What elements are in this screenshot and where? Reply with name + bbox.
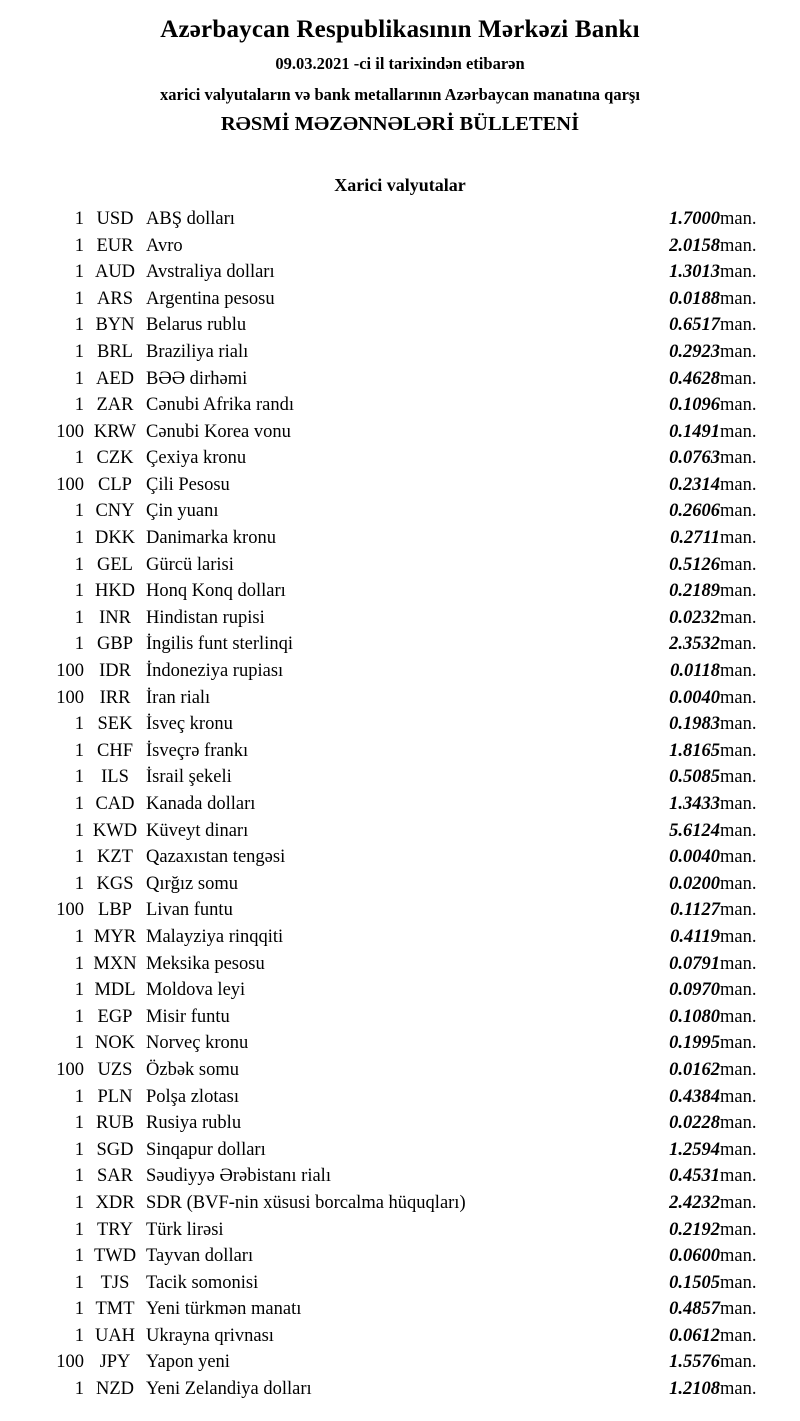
currency-rate: 0.0763 xyxy=(669,448,720,469)
currency-name: Cənubi Korea vonu xyxy=(146,421,291,442)
currency-quantity: 1 xyxy=(74,1379,84,1400)
currency-unit: man. xyxy=(720,687,757,708)
currency-quantity: 100 xyxy=(56,474,84,495)
currency-unit: man. xyxy=(720,1139,757,1160)
currency-unit: man. xyxy=(720,873,757,894)
currency-rate: 0.1127 xyxy=(670,900,720,921)
currency-rate: 0.1080 xyxy=(669,1006,720,1027)
currency-code: USD xyxy=(96,208,134,229)
currency-quantity: 1 xyxy=(74,607,84,628)
currency-unit: man. xyxy=(720,1166,757,1187)
currency-quantity: 1 xyxy=(74,1299,84,1320)
currency-name: Sinqapur dolları xyxy=(146,1139,266,1160)
currency-name: Qırğız somu xyxy=(146,873,238,894)
currency-unit: man. xyxy=(720,315,757,336)
currency-unit: man. xyxy=(720,634,757,655)
currency-name: Tacik somonisi xyxy=(146,1272,259,1293)
currency-rate: 0.1505 xyxy=(669,1272,720,1293)
currency-rate: 0.1096 xyxy=(669,395,720,416)
currency-unit: man. xyxy=(720,395,757,416)
currency-rate: 0.2192 xyxy=(669,1219,720,1240)
table-row xyxy=(28,631,772,658)
table-row xyxy=(28,738,772,765)
currency-rate: 1.2108 xyxy=(669,1379,720,1400)
currency-rate: 1.2594 xyxy=(669,1139,720,1160)
currency-name: Ukrayna qrivnası xyxy=(146,1325,274,1346)
currency-code: CZK xyxy=(96,448,134,469)
currency-quantity: 1 xyxy=(74,1033,84,1054)
currency-name: İsveçrə frankı xyxy=(146,740,249,761)
currency-name: Honq Konq dolları xyxy=(146,581,286,602)
currency-code: INR xyxy=(99,607,131,628)
table-row xyxy=(28,1296,772,1323)
currency-rate: 0.0188 xyxy=(669,288,720,309)
table-row xyxy=(28,1270,772,1297)
currency-name: ABŞ dolları xyxy=(146,208,235,229)
effective-date-line: 09.03.2021 -ci il tarixindən etibarən xyxy=(275,53,525,73)
table-row xyxy=(28,233,772,260)
currency-code: ZAR xyxy=(96,395,134,416)
currency-quantity: 1 xyxy=(74,1272,84,1293)
currency-name: İngilis funt sterlinqi xyxy=(146,634,293,655)
currency-name: Hindistan rupisi xyxy=(146,607,265,628)
currency-rate: 0.4119 xyxy=(670,926,720,947)
currency-unit: man. xyxy=(720,980,757,1001)
table-row xyxy=(28,1057,772,1084)
currency-code: CNY xyxy=(95,501,135,522)
currency-code: CAD xyxy=(95,794,135,814)
table-row xyxy=(28,951,772,978)
table-row xyxy=(28,1110,772,1137)
table-row xyxy=(28,578,772,605)
currency-unit: man. xyxy=(720,607,757,628)
currency-quantity: 1 xyxy=(74,926,84,947)
currency-unit: man. xyxy=(720,1033,757,1054)
currency-name: İndoneziya rupiası xyxy=(146,661,284,682)
currency-rate: 0.4628 xyxy=(669,368,720,389)
table-row xyxy=(28,924,772,951)
currency-unit: man. xyxy=(720,528,757,549)
currency-quantity: 1 xyxy=(74,448,84,469)
currency-name: Çin yuanı xyxy=(146,501,219,522)
currency-quantity: 1 xyxy=(74,740,84,761)
currency-quantity: 1 xyxy=(74,1192,84,1213)
currency-quantity: 1 xyxy=(74,767,84,788)
currency-name: Danimarka kronu xyxy=(146,528,276,549)
currency-name: Çexiya kronu xyxy=(146,448,247,469)
currency-rate: 0.5085 xyxy=(669,767,720,788)
currency-unit: man. xyxy=(720,1113,757,1134)
currency-quantity: 1 xyxy=(74,873,84,894)
currency-code: GBP xyxy=(97,634,133,655)
currency-quantity: 100 xyxy=(56,1059,84,1080)
currency-unit: man. xyxy=(720,235,757,256)
currency-name: İran rialı xyxy=(146,687,211,708)
currency-code: TWD xyxy=(93,1246,137,1267)
currency-quantity: 1 xyxy=(74,980,84,1001)
currency-unit: man. xyxy=(720,501,757,522)
currency-name: Meksika pesosu xyxy=(146,953,265,974)
currency-rate: 0.1983 xyxy=(669,714,720,735)
table-row xyxy=(28,286,772,313)
currency-code: BYN xyxy=(95,315,135,336)
table-row xyxy=(28,366,772,393)
currency-code: UAH xyxy=(94,1325,136,1346)
table-row xyxy=(28,791,772,818)
document-subtitle: xarici valyutaların və bank metallarının Azərbaycan manatına qarşı xyxy=(160,84,640,104)
currency-rate: 0.0600 xyxy=(669,1246,720,1267)
currency-name: Norveç kronu xyxy=(146,1033,249,1054)
currency-rate: 0.0228 xyxy=(669,1113,720,1134)
currency-code: KZT xyxy=(97,847,133,868)
currency-name: Çili Pesosu xyxy=(146,474,230,495)
table-row xyxy=(28,977,772,1004)
currency-rate: 0.0232 xyxy=(669,607,720,628)
currency-rate: 0.0118 xyxy=(670,661,720,682)
currency-name: Yeni Zelandiya dolları xyxy=(146,1379,312,1400)
table-row xyxy=(28,472,772,499)
currency-code: KGS xyxy=(96,873,134,894)
currency-name: İsveç kronu xyxy=(146,714,233,735)
currency-unit: man. xyxy=(720,794,757,814)
currency-rate: 2.0158 xyxy=(669,235,720,256)
currency-quantity: 100 xyxy=(56,900,84,921)
currency-unit: man. xyxy=(720,554,757,575)
currency-code: TRY xyxy=(97,1219,133,1240)
bulletin-heading: RƏSMİ MƏZƏNNƏLƏRİ BÜLLETENİ xyxy=(220,113,580,136)
currency-code: HKD xyxy=(94,581,136,602)
currency-code: XDR xyxy=(95,1192,135,1213)
currency-quantity: 100 xyxy=(56,1352,84,1373)
currency-unit: man. xyxy=(720,288,757,309)
table-row xyxy=(28,552,772,579)
table-row xyxy=(28,312,772,339)
currency-code: TJS xyxy=(100,1272,130,1293)
currency-unit: man. xyxy=(720,1006,757,1027)
currency-quantity: 1 xyxy=(74,634,84,655)
table-row xyxy=(28,605,772,632)
currency-unit: man. xyxy=(720,661,757,682)
currency-code: SEK xyxy=(97,714,133,735)
table-row xyxy=(28,419,772,446)
table-row xyxy=(28,658,772,685)
currency-rate: 1.7000 xyxy=(669,208,720,229)
currency-quantity: 1 xyxy=(74,368,84,389)
currency-unit: man. xyxy=(720,448,757,469)
currency-quantity: 1 xyxy=(74,395,84,416)
table-row xyxy=(28,498,772,525)
currency-rate: 0.1995 xyxy=(669,1033,720,1054)
currency-quantity: 1 xyxy=(74,501,84,522)
currency-quantity: 1 xyxy=(74,315,84,336)
currency-rate: 1.3013 xyxy=(669,262,720,283)
currency-code: NZD xyxy=(95,1379,135,1400)
currency-unit: man. xyxy=(720,1086,757,1107)
table-row xyxy=(28,445,772,472)
currency-quantity: 1 xyxy=(74,847,84,868)
page-title: Azərbaycan Respublikasının Mərkəzi Bankı xyxy=(160,16,640,43)
currency-rate: 0.0040 xyxy=(669,687,720,708)
currency-quantity: 100 xyxy=(56,661,84,682)
currency-quantity: 1 xyxy=(74,1325,84,1346)
currency-code: TMT xyxy=(95,1299,135,1320)
currency-rate: 1.8165 xyxy=(669,740,720,761)
currency-rate: 0.2711 xyxy=(670,528,720,549)
currency-rate: 0.2923 xyxy=(669,341,720,362)
currency-code: MYR xyxy=(93,926,137,947)
currency-quantity: 100 xyxy=(56,421,84,442)
currency-name: Rusiya rublu xyxy=(146,1113,242,1134)
currency-code: CLP xyxy=(98,474,132,495)
table-row xyxy=(28,711,772,738)
currency-quantity: 1 xyxy=(74,1139,84,1160)
currency-unit: man. xyxy=(720,208,757,229)
currency-name: Küveyt dinarı xyxy=(146,820,249,841)
currency-quantity: 1 xyxy=(74,794,84,814)
currency-rate: 0.1491 xyxy=(669,421,720,442)
currency-code: SAR xyxy=(97,1166,133,1187)
currency-rate: 2.3532 xyxy=(669,634,720,655)
currency-quantity: 1 xyxy=(74,341,84,362)
currency-name: Səudiyyə Ərəbistanı rialı xyxy=(146,1166,331,1187)
currency-name: Misir funtu xyxy=(146,1006,230,1027)
currency-code: NOK xyxy=(94,1033,136,1054)
currency-name: Moldova leyi xyxy=(146,980,246,1001)
table-row xyxy=(28,1349,772,1376)
document-header xyxy=(28,16,772,137)
table-row xyxy=(28,818,772,845)
currency-code: DKK xyxy=(94,528,136,549)
currency-unit: man. xyxy=(720,1219,757,1240)
currency-name: SDR (BVF-nin xüsusi borcalma hüquqları) xyxy=(146,1192,466,1213)
currency-quantity: 1 xyxy=(74,581,84,602)
currency-rate: 0.0162 xyxy=(669,1059,720,1080)
currency-code: MDL xyxy=(94,980,136,1001)
currency-quantity: 1 xyxy=(74,820,84,841)
currency-quantity: 1 xyxy=(74,1166,84,1187)
currency-rate: 0.4531 xyxy=(669,1166,720,1187)
currency-unit: man. xyxy=(720,1246,757,1267)
currency-code: GEL xyxy=(97,554,133,575)
currency-name: Türk lirəsi xyxy=(146,1219,224,1240)
table-row xyxy=(28,1084,772,1111)
currency-name: Belarus rublu xyxy=(146,315,247,336)
table-row xyxy=(28,871,772,898)
exchange-rates-table xyxy=(28,206,772,1403)
currency-unit: man. xyxy=(720,1272,757,1293)
table-row xyxy=(28,206,772,233)
currency-rate: 0.4857 xyxy=(669,1299,720,1320)
currency-name: Malayziya rinqqiti xyxy=(146,926,284,947)
currency-quantity: 1 xyxy=(74,1246,84,1267)
currency-unit: man. xyxy=(720,740,757,761)
currency-unit: man. xyxy=(720,474,757,495)
currency-code: EUR xyxy=(96,235,134,256)
currency-rate: 0.4384 xyxy=(669,1086,720,1107)
table-row xyxy=(28,1030,772,1057)
currency-unit: man. xyxy=(720,820,757,841)
currency-code: SGD xyxy=(96,1139,134,1160)
table-row xyxy=(28,1004,772,1031)
currency-quantity: 1 xyxy=(74,554,84,575)
table-row xyxy=(28,339,772,366)
currency-rate: 0.0970 xyxy=(669,980,720,1001)
currency-unit: man. xyxy=(720,1192,757,1213)
currency-quantity: 1 xyxy=(74,262,84,283)
currency-code: LBP xyxy=(98,900,132,921)
currency-name: Polşa zlotası xyxy=(146,1086,240,1107)
currency-rate: 0.2189 xyxy=(669,581,720,602)
currency-unit: man. xyxy=(720,262,757,283)
table-row xyxy=(28,1163,772,1190)
currency-name: Yapon yeni xyxy=(146,1352,230,1373)
currency-quantity: 1 xyxy=(74,714,84,735)
table-row xyxy=(28,1243,772,1270)
currency-name: Avro xyxy=(146,235,183,256)
currency-code: PLN xyxy=(97,1086,133,1107)
currency-quantity: 1 xyxy=(74,208,84,229)
currency-quantity: 1 xyxy=(74,235,84,256)
currency-name: BƏƏ dirhəmi xyxy=(146,368,248,389)
table-row xyxy=(28,844,772,871)
currency-quantity: 1 xyxy=(74,1086,84,1107)
currency-code: ILS xyxy=(101,767,129,788)
currency-code: AUD xyxy=(94,262,136,283)
table-row xyxy=(28,1217,772,1244)
currency-unit: man. xyxy=(720,1299,757,1320)
currency-unit: man. xyxy=(720,953,757,974)
currency-name: Gürcü larisi xyxy=(146,554,234,575)
currency-code: CHF xyxy=(97,740,133,761)
currency-rate: 1.3433 xyxy=(669,794,720,814)
currency-rate: 0.6517 xyxy=(669,315,720,336)
currency-unit: man. xyxy=(720,421,757,442)
currency-unit: man. xyxy=(720,900,757,921)
currency-unit: man. xyxy=(720,341,757,362)
currency-quantity: 1 xyxy=(74,1113,84,1134)
table-row xyxy=(28,392,772,419)
currency-name: Cənubi Afrika randı xyxy=(146,395,294,416)
table-row xyxy=(28,1137,772,1164)
currency-quantity: 100 xyxy=(56,687,84,708)
currency-rate: 0.2606 xyxy=(669,501,720,522)
currency-rate: 0.0791 xyxy=(669,953,720,974)
currency-rate: 0.0040 xyxy=(669,847,720,868)
currency-unit: man. xyxy=(720,926,757,947)
table-row xyxy=(28,897,772,924)
table-row xyxy=(28,525,772,552)
currency-quantity: 1 xyxy=(74,528,84,549)
currency-quantity: 1 xyxy=(74,1006,84,1027)
currency-name: Qazaxıstan tengəsi xyxy=(146,847,286,868)
currency-quantity: 1 xyxy=(74,288,84,309)
currency-name: Tayvan dolları xyxy=(146,1246,254,1267)
currency-unit: man. xyxy=(720,847,757,868)
currency-name: Kanada dolları xyxy=(146,794,256,814)
table-row xyxy=(28,685,772,712)
exchange-rates-body xyxy=(28,206,772,1403)
currency-code: IRR xyxy=(99,687,131,708)
table-row xyxy=(28,764,772,791)
currency-unit: man. xyxy=(720,1379,757,1400)
currency-code: AED xyxy=(95,368,135,389)
currency-code: UZS xyxy=(97,1059,133,1080)
currency-code: KRW xyxy=(93,421,137,442)
currency-rate: 0.5126 xyxy=(669,554,720,575)
currency-rate: 2.4232 xyxy=(669,1192,720,1213)
currency-name: Braziliya rialı xyxy=(146,341,249,362)
currency-unit: man. xyxy=(720,581,757,602)
currency-code: IDR xyxy=(99,661,131,682)
currency-name: İsrail şekeli xyxy=(146,767,232,788)
currency-rate: 0.0612 xyxy=(669,1325,720,1346)
currency-unit: man. xyxy=(720,1325,757,1346)
currency-code: EGP xyxy=(97,1006,133,1027)
currency-code: KWD xyxy=(92,820,138,841)
currency-name: Avstraliya dolları xyxy=(146,262,275,283)
currency-quantity: 1 xyxy=(74,953,84,974)
currency-unit: man. xyxy=(720,714,757,735)
section-title-foreign-currencies: Xarici valyutalar xyxy=(334,174,466,195)
currency-unit: man. xyxy=(720,767,757,788)
table-row xyxy=(28,1323,772,1350)
currency-code: ARS xyxy=(97,288,133,309)
table-row xyxy=(28,259,772,286)
currency-code: JPY xyxy=(99,1352,131,1373)
currency-rate: 0.0200 xyxy=(669,873,720,894)
currency-rate: 5.6124 xyxy=(669,820,720,841)
currency-rate: 1.5576 xyxy=(669,1352,720,1373)
currency-name: Argentina pesosu xyxy=(146,288,275,309)
currency-code: BRL xyxy=(97,341,133,362)
currency-rate: 0.2314 xyxy=(669,474,720,495)
table-row xyxy=(28,1376,772,1403)
currency-quantity: 1 xyxy=(74,1219,84,1240)
currency-name: Livan funtu xyxy=(146,900,233,921)
currency-code: MXN xyxy=(93,953,137,974)
currency-unit: man. xyxy=(720,368,757,389)
currency-name: Özbək somu xyxy=(146,1059,239,1080)
currency-unit: man. xyxy=(720,1059,757,1080)
currency-unit: man. xyxy=(720,1352,757,1373)
table-row xyxy=(28,1190,772,1217)
currency-code: RUB xyxy=(95,1113,135,1134)
currency-name: Yeni türkmən manatı xyxy=(146,1299,302,1320)
